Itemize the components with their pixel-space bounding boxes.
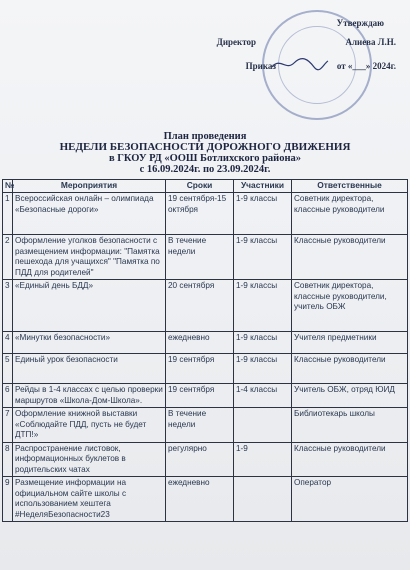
row-dates: 20 сентября [166, 280, 234, 332]
title-line-4: с 16.09.2024г. по 23.09.2024г. [139, 164, 271, 175]
row-responsible: Учитель ОБЖ, отряд ЮИД [292, 384, 408, 408]
row-participants [234, 408, 292, 443]
row-participants: 1-9 классы [234, 235, 292, 280]
row-number: 1 [3, 193, 13, 235]
approval-name: Алиева Л.Н. [345, 37, 396, 47]
header-number: № [3, 180, 13, 193]
row-activity: Оформление книжной выставки «Соблюдайте ПДД, пусть не будет ДТП!» [13, 408, 166, 443]
approval-date: от «___» 2024г. [336, 61, 396, 71]
row-dates: 19 сентября [166, 384, 234, 408]
row-dates: 19 сентября-15 октября [166, 193, 234, 235]
row-responsible: Оператор [292, 477, 408, 522]
row-participants: 1-9 классы [234, 193, 292, 235]
table-row [3, 477, 408, 522]
row-activity: Рейды в 1-4 классах с целью проверки маршрутов «Школа-Дом-Школа». [13, 384, 166, 408]
approval-order: Приказ [245, 61, 276, 71]
table-row [3, 442, 408, 477]
row-activity: Оформление уголков безопасности с размещением информации: "Памятка пешехода для учащихся" "Памятка по ПДД для родителей" [13, 235, 166, 280]
row-dates: ежедневно [166, 477, 234, 522]
header-responsible: Ответственные [292, 180, 408, 193]
row-responsible: Классные руководители [292, 354, 408, 384]
signature [270, 55, 330, 73]
table-row [3, 235, 408, 280]
title-line-2: НЕДЕЛИ БЕЗОПАСНОСТИ ДОРОЖНОГО ДВИЖЕНИЯ [59, 141, 351, 153]
approval-approve: Утверждаю [336, 18, 384, 28]
table-header-row [3, 180, 408, 193]
row-number: 7 [3, 408, 13, 443]
table-row [3, 332, 408, 354]
table-row [3, 408, 408, 443]
row-activity: «Минутки безопасности» [13, 332, 166, 354]
row-dates: 19 сентября [166, 354, 234, 384]
row-number: 2 [3, 235, 13, 280]
row-responsible: Библиотекарь школы [292, 408, 408, 443]
row-dates: В течение недели [166, 235, 234, 280]
row-activity: Размещение информации на официальном сайте школы с использованием хештега #НеделяБезопасности23 [13, 477, 166, 522]
row-participants [234, 477, 292, 522]
row-participants: 1-9 [234, 442, 292, 477]
row-number: 5 [3, 354, 13, 384]
row-activity: Распространение листовок, информационных буклетов в родительских чатах [13, 442, 166, 477]
row-responsible: Советник директора, классные руководители, учитель ОБЖ [292, 280, 408, 332]
table-row [3, 193, 408, 235]
row-participants: 1-9 классы [234, 332, 292, 354]
row-dates: В течение недели [166, 408, 234, 443]
row-number: 8 [3, 442, 13, 477]
row-number: 3 [3, 280, 13, 332]
row-responsible: Классные руководители [292, 235, 408, 280]
header-participants: Участники [234, 180, 292, 193]
row-activity: Единый урок безопасности [13, 354, 166, 384]
table-row [3, 384, 408, 408]
header-activity: Мероприятия [13, 180, 166, 193]
row-responsible: Классные руководители [292, 442, 408, 477]
table-row [3, 280, 408, 332]
row-participants: 1-4 классы [234, 384, 292, 408]
title-line-3: в ГКОУ РД «ООШ Ботлихского района» [108, 153, 302, 164]
header-dates: Сроки [166, 180, 234, 193]
title-line-1: План проведения [163, 131, 247, 142]
approval-position: Директор [216, 37, 256, 47]
events-table [2, 179, 408, 522]
row-responsible: Советник директора, классные руководители [292, 193, 408, 235]
row-number: 6 [3, 384, 13, 408]
table-row [3, 354, 408, 384]
row-number: 9 [3, 477, 13, 522]
row-participants: 1-9 классы [234, 280, 292, 332]
row-activity: Всероссийская онлайн – олимпиада «Безопасные дороги» [13, 193, 166, 235]
row-participants: 1-9 классы [234, 354, 292, 384]
row-number: 4 [3, 332, 13, 354]
row-responsible: Учителя предметники [292, 332, 408, 354]
row-dates: ежедневно [166, 332, 234, 354]
document-title [0, 131, 410, 175]
row-dates: регулярно [166, 442, 234, 477]
row-activity: «Единый день БДД» [13, 280, 166, 332]
